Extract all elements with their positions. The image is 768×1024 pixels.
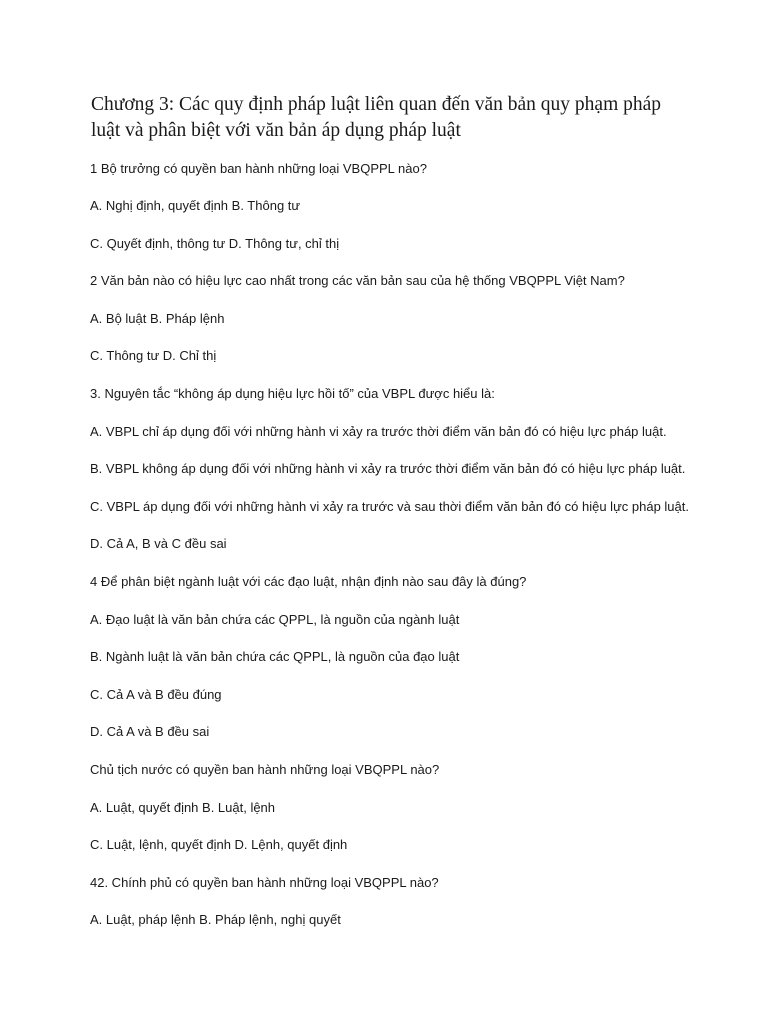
answer-line: A. Đạo luật là văn bản chứa các QPPL, là nguồn của ngành luật	[90, 612, 460, 627]
question-line: 1 Bộ trưởng có quyền ban hành những loại VBQPPL nào?	[90, 161, 427, 176]
answer-line: A. Luật, quyết định B. Luật, lệnh	[90, 800, 276, 815]
question-line: 4 Để phân biệt ngành luật với các đạo luật, nhận định nào sau đây là đúng?	[90, 574, 527, 589]
answer-line: A. Luật, pháp lệnh B. Pháp lệnh, nghị quyết	[90, 912, 341, 927]
chapter-title: Chương 3: Các quy định pháp luật liên quan đến văn bản quy phạm pháp luật và phân biệt với văn bản áp dụng pháp luật	[91, 94, 662, 141]
answer-line: D. Cả A, B và C đều sai	[90, 536, 227, 551]
answer-line: C. Luật, lệnh, quyết định D. Lệnh, quyết định	[90, 837, 348, 852]
answer-line: A. VBPL chỉ áp dụng đối với những hành vi xảy ra trước thời điểm văn bản đó có hiệu lực pháp luật.	[90, 424, 667, 439]
question-line: 42. Chính phủ có quyền ban hành những loại VBQPPL nào?	[90, 875, 439, 890]
answer-line: A. Bộ luật B. Pháp lệnh	[90, 311, 225, 326]
answer-line: C. Quyết định, thông tư D. Thông tư, chỉ thị	[90, 236, 340, 251]
answer-line: A. Nghị định, quyết định B. Thông tư	[90, 198, 301, 213]
answer-line: D. Cả A và B đều sai	[90, 724, 210, 739]
question-line: Chủ tịch nước có quyền ban hành những loại VBQPPL nào?	[90, 762, 440, 777]
question-line: 3. Nguyên tắc “không áp dụng hiệu lực hồi tố” của VBPL được hiểu là:	[90, 386, 495, 401]
answer-line: B. VBPL không áp dụng đối với những hành vi xảy ra trước thời điểm văn bản đó có hiệu lực pháp luật.	[90, 461, 686, 476]
answer-line: B. Ngành luật là văn bản chứa các QPPL, là nguồn của đạo luật	[90, 649, 460, 664]
answer-line: C. VBPL áp dụng đối với những hành vi xảy ra trước và sau thời điểm văn bản đó có hiệu lực pháp luật.	[90, 499, 689, 514]
answer-line: C. Cả A và B đều đúng	[90, 687, 222, 702]
answer-line: C. Thông tư D. Chỉ thị	[90, 348, 217, 363]
question-line: 2 Văn bản nào có hiệu lực cao nhất trong các văn bản sau của hệ thống VBQPPL Việt Nam?	[90, 273, 625, 288]
